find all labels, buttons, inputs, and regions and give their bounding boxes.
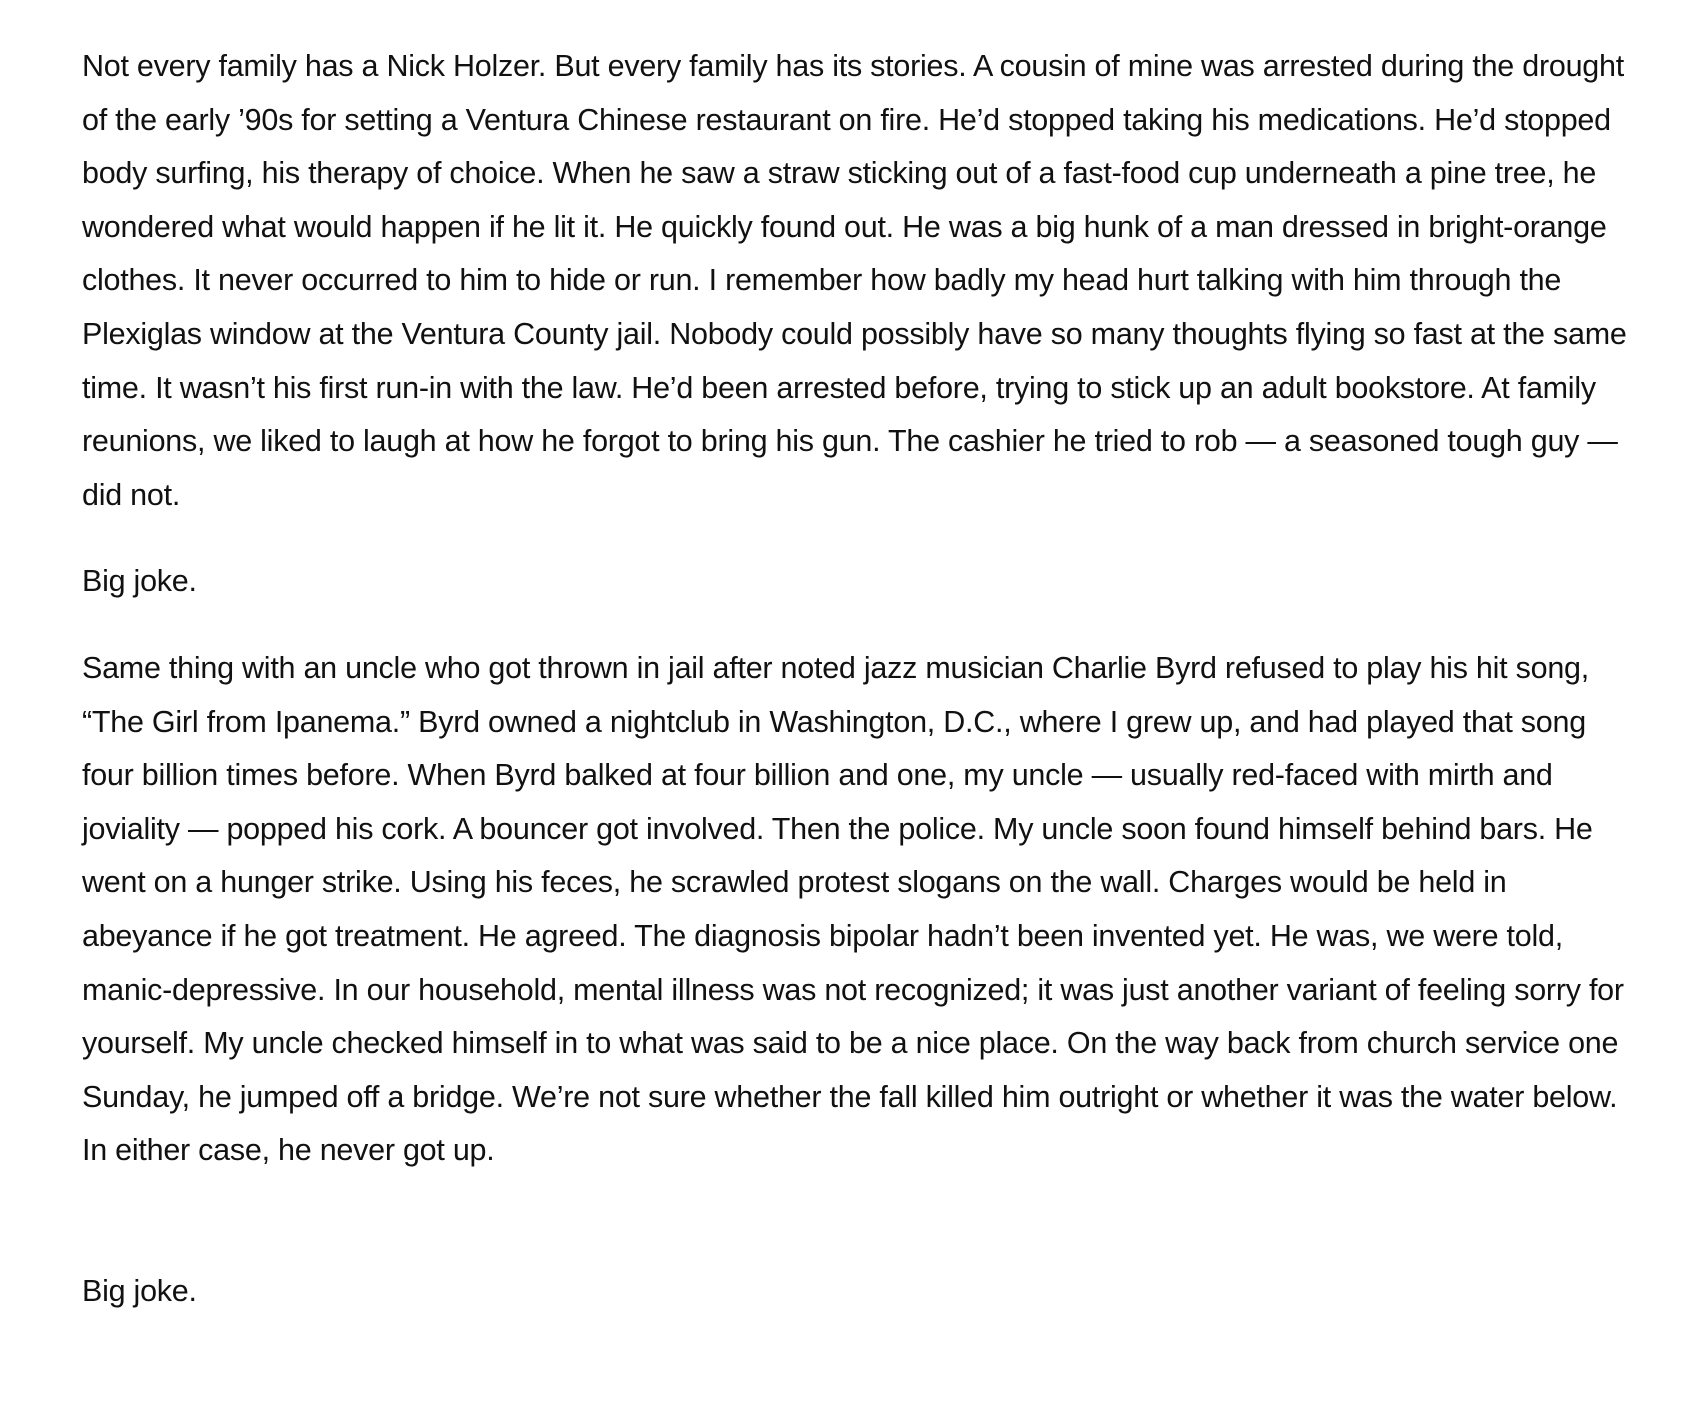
paragraph-big-joke-final: Big joke. xyxy=(82,1273,197,1308)
article-body xyxy=(82,40,1642,1318)
paragraph-big-joke: Big joke. xyxy=(82,564,197,599)
paragraph-cousin-story: Not every family has a Nick Holzer. But every family has its stories. A cousin of mine was arrested during the drought of the early ’90s for setting a Ventura Chinese restaurant on fire. He’d stopped taking his medications. He’d stopped body surfing, his therapy of choice. When he saw a straw sticking out of a fast-food cup underneath a pine tree, he wondered what would happen if he lit it. He quickly found out. He was a big hunk of a man dressed in bright-orange clothes. It never occurred to him to hide or run. I remember how badly my head hurt talking with him through the Plexiglas window at the Ventura County jail. Nobody could possibly have so many thoughts flying so fast at the same time. It wasn’t his first run-in with the law. He’d been arrested before, trying to stick up an adult bookstore. At family reunions, we liked to laugh at how he forgot to bring his gun. The cashier he tried to rob — a seasoned tough guy — did not. xyxy=(82,49,1627,512)
paragraph-uncle-story: Same thing with an uncle who got thrown in jail after noted jazz musician Charlie Byrd refused to play his hit song, “The Girl from Ipanema.” Byrd owned a nightclub in Washington, D.C., where I grew up, and had played that song four billion times before. When Byrd balked at four billion and one, my uncle — usually red-faced with mirth and joviality — popped his cork. A bouncer got involved. Then the police. My uncle soon found himself behind bars. He went on a hunger strike. Using his feces, he scrawled protest slogans on the wall. Charges would be held in abeyance if he got treatment. He agreed. The diagnosis bipolar hadn’t been invented yet. He was, we were told, manic-depressive. In our household, mental illness was not recognized; it was just another variant of feeling sorry for yourself. My uncle checked himself in to what was said to be a nice place. On the way back from church service one Sunday, he jumped off a bridge. We’re not sure whether the fall killed him outright or whether it was the water below. In either case, he never got up. xyxy=(82,650,1624,1168)
